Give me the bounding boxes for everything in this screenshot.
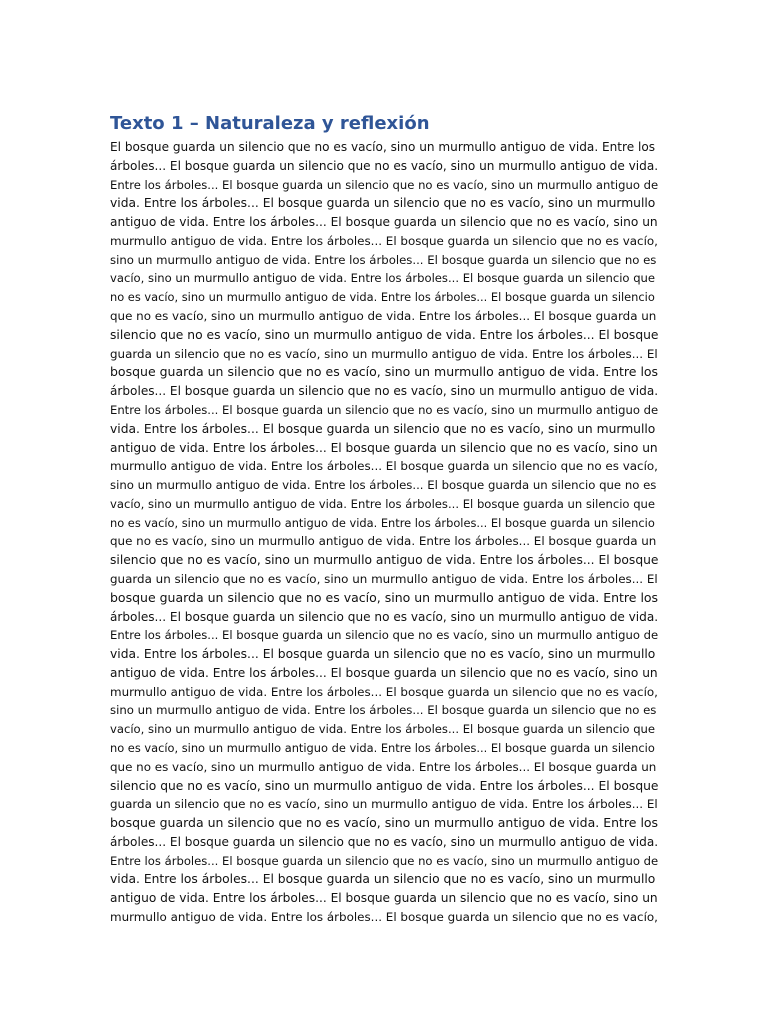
paragraph-line: Entre los árboles... El bosque guarda un silencio que no es vacío, sino un murmullo antiguo de <box>110 853 659 868</box>
paragraph-line: antiguo de vida. Entre los árboles... El bosque guarda un silencio que no es vacío, sino un <box>110 891 658 906</box>
paragraph-line: guarda un silencio que no es vacío, sino un murmullo antiguo de vida. Entre los árboles... El <box>110 571 658 586</box>
paragraph-line: sino un murmullo antiguo de vida. Entre los árboles... El bosque guarda un silencio que no es <box>110 478 657 493</box>
paragraph-line: murmullo antiguo de vida. Entre los árboles... El bosque guarda un silencio que no es vacío, <box>110 684 658 699</box>
document-body <box>110 138 658 927</box>
paragraph-line: bosque guarda un silencio que no es vacío, sino un murmullo antiguo de vida. Entre los <box>110 589 659 605</box>
paragraph-line: que no es vacío, sino un murmullo antiguo de vida. Entre los árboles... El bosque guarda un <box>110 309 657 324</box>
paragraph-line: no es vacío, sino un murmullo antiguo de vida. Entre los árboles... El bosque guarda un silencio <box>110 515 655 530</box>
paragraph-line: antiguo de vida. Entre los árboles... El bosque guarda un silencio que no es vacío, sino un <box>110 215 658 230</box>
paragraph-line: vida. Entre los árboles... El bosque guarda un silencio que no es vacío, sino un murmullo <box>110 196 656 211</box>
paragraph-line: no es vacío, sino un murmullo antiguo de vida. Entre los árboles... El bosque guarda un silencio <box>110 290 655 305</box>
paragraph-line: no es vacío, sino un murmullo antiguo de vida. Entre los árboles... El bosque guarda un silencio <box>110 741 655 755</box>
paragraph-line: vida. Entre los árboles... El bosque guarda un silencio que no es vacío, sino un murmullo <box>110 647 656 662</box>
paragraph-line: bosque guarda un silencio que no es vacío, sino un murmullo antiguo de vida. Entre los <box>110 815 659 831</box>
paragraph-line: que no es vacío, sino un murmullo antiguo de vida. Entre los árboles... El bosque guarda un <box>110 534 657 549</box>
paragraph-line: guarda un silencio que no es vacío, sino un murmullo antiguo de vida. Entre los árboles... El <box>110 797 658 812</box>
paragraph-line: vacío, sino un murmullo antiguo de vida. Entre los árboles... El bosque guarda un silencio que <box>110 496 656 511</box>
paragraph-line: vida. Entre los árboles... El bosque guarda un silencio que no es vacío, sino un murmullo <box>110 421 656 436</box>
paragraph-line: silencio que no es vacío, sino un murmullo antiguo de vida. Entre los árboles... El bosque <box>110 553 659 568</box>
paragraph-line: árboles... El bosque guarda un silencio que no es vacío, sino un murmullo antiguo de vida. <box>110 609 659 624</box>
document-page <box>110 112 658 927</box>
paragraph-line: silencio que no es vacío, sino un murmullo antiguo de vida. Entre los árboles... El bosque <box>110 778 659 793</box>
paragraph-line: sino un murmullo antiguo de vida. Entre los árboles... El bosque guarda un silencio que no es <box>110 252 657 267</box>
paragraph-line: árboles... El bosque guarda un silencio que no es vacío, sino un murmullo antiguo de vida. <box>110 158 659 173</box>
paragraph-line: árboles... El bosque guarda un silencio que no es vacío, sino un murmullo antiguo de vida. <box>110 384 659 399</box>
paragraph-line: vida. Entre los árboles... El bosque guarda un silencio que no es vacío, sino un murmullo <box>110 872 656 887</box>
paragraph-line: Entre los árboles... El bosque guarda un silencio que no es vacío, sino un murmullo antiguo de <box>110 402 659 417</box>
paragraph-line: El bosque guarda un silencio que no es vacío, sino un murmullo antiguo de vida. Entre los <box>110 140 656 154</box>
paragraph-line: que no es vacío, sino un murmullo antiguo de vida. Entre los árboles... El bosque guarda un <box>110 759 657 774</box>
paragraph-line: murmullo antiguo de vida. Entre los árboles... El bosque guarda un silencio que no es vacío, <box>110 459 658 474</box>
paragraph-line: murmullo antiguo de vida. Entre los árboles... El bosque guarda un silencio que no es vacío, <box>110 233 658 248</box>
paragraph-line: Entre los árboles... El bosque guarda un silencio que no es vacío, sino un murmullo antiguo de <box>110 177 659 192</box>
paragraph-line: murmullo antiguo de vida. Entre los árboles... El bosque guarda un silencio que no es vacío, <box>110 910 658 925</box>
paragraph-line: antiguo de vida. Entre los árboles... El bosque guarda un silencio que no es vacío, sino un <box>110 440 658 455</box>
paragraph-line: vacío, sino un murmullo antiguo de vida. Entre los árboles... El bosque guarda un silencio que <box>110 271 656 286</box>
paragraph-line: sino un murmullo antiguo de vida. Entre los árboles... El bosque guarda un silencio que no es <box>110 703 657 718</box>
paragraph-line: árboles... El bosque guarda un silencio que no es vacío, sino un murmullo antiguo de vida. <box>110 834 659 849</box>
paragraph-line: antiguo de vida. Entre los árboles... El bosque guarda un silencio que no es vacío, sino un <box>110 665 658 680</box>
paragraph-line: vacío, sino un murmullo antiguo de vida. Entre los árboles... El bosque guarda un silencio que <box>110 722 656 737</box>
paragraph-line: guarda un silencio que no es vacío, sino un murmullo antiguo de vida. Entre los árboles... El <box>110 346 658 361</box>
document-title: Texto 1 – Naturaleza y reflexión <box>110 113 430 134</box>
paragraph-line: Entre los árboles... El bosque guarda un silencio que no es vacío, sino un murmullo antiguo de <box>110 628 659 643</box>
paragraph-line: bosque guarda un silencio que no es vacío, sino un murmullo antiguo de vida. Entre los <box>110 364 659 380</box>
paragraph-line: silencio que no es vacío, sino un murmullo antiguo de vida. Entre los árboles... El bosque <box>110 327 659 342</box>
